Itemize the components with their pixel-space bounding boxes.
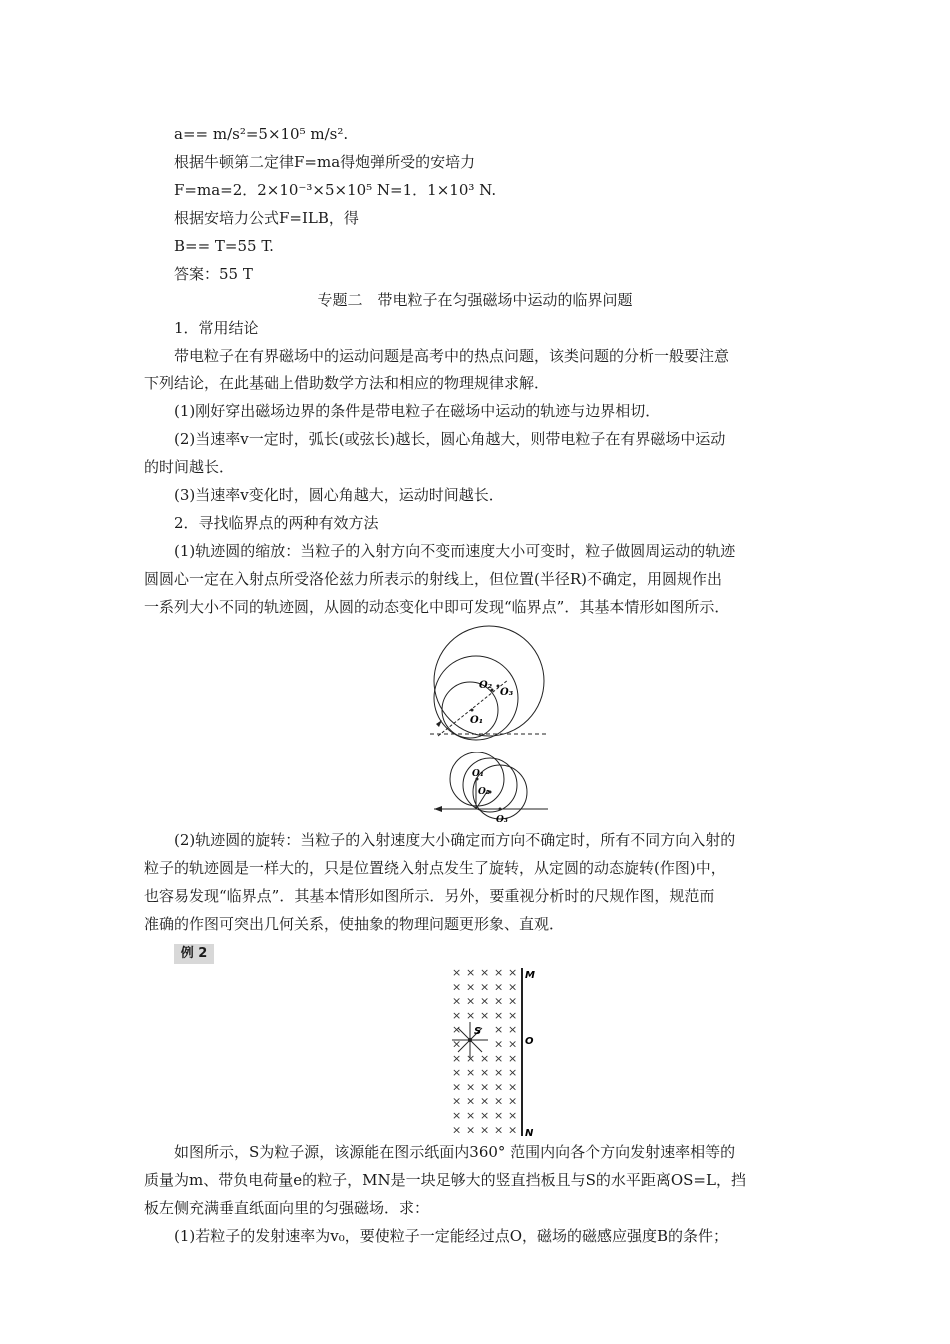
field-cross: × [480, 1080, 490, 1094]
paragraph-line: (1)轨迹圆的缩放：当粒子的入射方向不变而速度大小可变时，粒子做圆周运动的轨迹 [174, 542, 736, 560]
list-item: 的时间越长． [144, 458, 235, 476]
field-cross: × [494, 1094, 504, 1108]
field-cross: × [466, 1094, 476, 1108]
text-ampere-formula: 根据安培力公式F=ILB，得 [174, 209, 359, 227]
field-cross: × [452, 1109, 462, 1122]
field-cross: × [480, 1051, 490, 1065]
example-badge: 例 2 [174, 944, 214, 964]
figure-rotating-circles [430, 752, 550, 826]
field-cross: × [452, 994, 462, 1008]
text-newton-law: 根据牛顿第二定律F=ma得炮弹所受的安培力 [174, 153, 476, 171]
field-cross: × [452, 1123, 462, 1137]
label-o: O [525, 1036, 534, 1047]
field-cross: × [452, 1094, 462, 1108]
field-cross: × [466, 1008, 476, 1022]
field-cross: × [508, 1109, 518, 1122]
paragraph-line: 也容易发现“临界点”．其基本情形如图所示．另外，要重视分析时的尺规作图，规范而 [144, 887, 715, 905]
field-cross: × [452, 966, 462, 979]
field-cross: × [508, 1080, 518, 1094]
label-o1: O₁ [472, 769, 484, 779]
field-cross: × [466, 1123, 476, 1137]
field-cross: × [494, 1066, 504, 1080]
answer-line: 答案：55 T [174, 265, 253, 283]
label-m: M [525, 970, 535, 981]
field-cross: × [494, 1008, 504, 1022]
paragraph-line: 板左侧充满垂直纸面向里的匀强磁场．求： [144, 1199, 430, 1217]
formula-b-field: B== T=55 T. [174, 237, 274, 255]
field-cross: × [508, 994, 518, 1008]
field-cross: × [508, 1023, 518, 1037]
field-cross: × [452, 1037, 462, 1051]
field-cross: × [508, 1051, 518, 1065]
field-cross: × [494, 1023, 504, 1037]
question-1: (1)若粒子的发射速率为v₀，要使粒子一定能经过点O，磁场的磁感应强度B的条件； [174, 1227, 729, 1245]
field-cross: × [480, 1094, 490, 1108]
list-item: (1)刚好穿出磁场边界的条件是带电粒子在磁场中运动的轨迹与边界相切． [174, 402, 661, 420]
field-cross: × [494, 1080, 504, 1094]
list-item: (3)当速率v变化时，圆心角越大，运动时间越长． [174, 486, 504, 504]
paragraph-line: 带电粒子在有界磁场中的运动问题是高考中的热点问题，该类问题的分析一般要注意 [174, 347, 730, 365]
field-cross: × [508, 1094, 518, 1108]
field-cross: × [466, 994, 476, 1008]
label-o2: O₂ [479, 680, 493, 691]
label-o3: O₃ [500, 687, 514, 698]
label-n: N [525, 1128, 534, 1139]
field-cross: × [508, 1123, 518, 1137]
figure-scaling-circles [420, 624, 550, 742]
paragraph-line: 圆圆心一定在入射点所受洛伦兹力所表示的射线上，但位置(半径R)不确定，用圆规作出 [144, 570, 723, 588]
field-cross: × [466, 980, 476, 994]
formula-acceleration: a== m/s²=5×10⁵ m/s². [174, 125, 349, 143]
section-title: 专题二 带电粒子在匀强磁场中运动的临界问题 [317, 291, 633, 309]
field-cross: × [452, 1066, 462, 1080]
field-cross: × [466, 1066, 476, 1080]
list-item: (2)当速率v一定时，弧长(或弦长)越长，圆心角越大，则带电粒子在有界磁场中运动 [174, 430, 726, 448]
field-cross: × [494, 1123, 504, 1137]
paragraph-line: 准确的作图可突出几何关系，使抽象的物理问题更形象、直观． [144, 915, 565, 933]
field-cross: × [480, 1066, 490, 1080]
heading-critical-methods: 2．寻找临界点的两种有效方法 [174, 514, 379, 532]
field-cross: × [452, 980, 462, 994]
field-cross: × [452, 1008, 462, 1022]
field-cross: × [494, 980, 504, 994]
label-o1: O₁ [470, 715, 484, 726]
field-cross: × [452, 1051, 462, 1065]
paragraph-line: 如图所示，S为粒子源，该源能在图示纸面内360° 范围内向各个方向发射速率相等的 [174, 1143, 736, 1161]
field-cross: × [480, 994, 490, 1008]
formula-force: F=ma=2．2×10⁻³×5×10⁵ N=1．1×10³ N. [174, 181, 497, 199]
field-cross: × [494, 1051, 504, 1065]
heading-common-conclusions: 1．常用结论 [174, 319, 259, 337]
field-cross: × [494, 1037, 504, 1051]
field-cross: × [508, 966, 518, 979]
field-cross: × [508, 1037, 518, 1051]
paragraph-line: 质量为m、带负电荷量e的粒子，MN是一块足够大的竖直挡板且与S的水平距离OS=L，挡 [144, 1171, 746, 1189]
paragraph-line: (2)轨迹圆的旋转：当粒子的入射速度大小确定而方向不确定时，所有不同方向入射的 [174, 831, 736, 849]
field-cross: × [494, 1109, 504, 1122]
field-cross: × [466, 1051, 476, 1065]
field-cross: × [480, 966, 490, 979]
field-cross: × [480, 1123, 490, 1137]
field-cross: × [508, 1066, 518, 1080]
field-cross: × [452, 1080, 462, 1094]
field-cross: × [466, 966, 476, 979]
field-cross: × [508, 980, 518, 994]
label-o2: O₂ [478, 787, 490, 797]
field-cross: × [480, 1109, 490, 1122]
field-crosses [452, 966, 517, 1136]
figure-magnetic-field [446, 964, 546, 1142]
field-cross: × [452, 1023, 462, 1037]
field-cross: × [494, 994, 504, 1008]
field-cross: × [466, 1109, 476, 1122]
paragraph-line: 下列结论，在此基础上借助数学方法和相应的物理规律求解． [144, 374, 550, 392]
field-cross: × [480, 1008, 490, 1022]
field-cross: × [480, 980, 490, 994]
paragraph-line: 一系列大小不同的轨迹圆，从圆的动态变化中即可发现“临界点”．其基本情形如图所示． [144, 598, 730, 616]
field-cross: × [466, 1080, 476, 1094]
label-o3: O₃ [496, 815, 508, 825]
paragraph-line: 粒子的轨迹圆是一样大的，只是位置绕入射点发生了旋转，从定圆的动态旋转(作图)中， [144, 859, 726, 877]
field-cross: × [508, 1008, 518, 1022]
label-s: S [474, 1026, 482, 1037]
field-cross: × [494, 966, 504, 979]
